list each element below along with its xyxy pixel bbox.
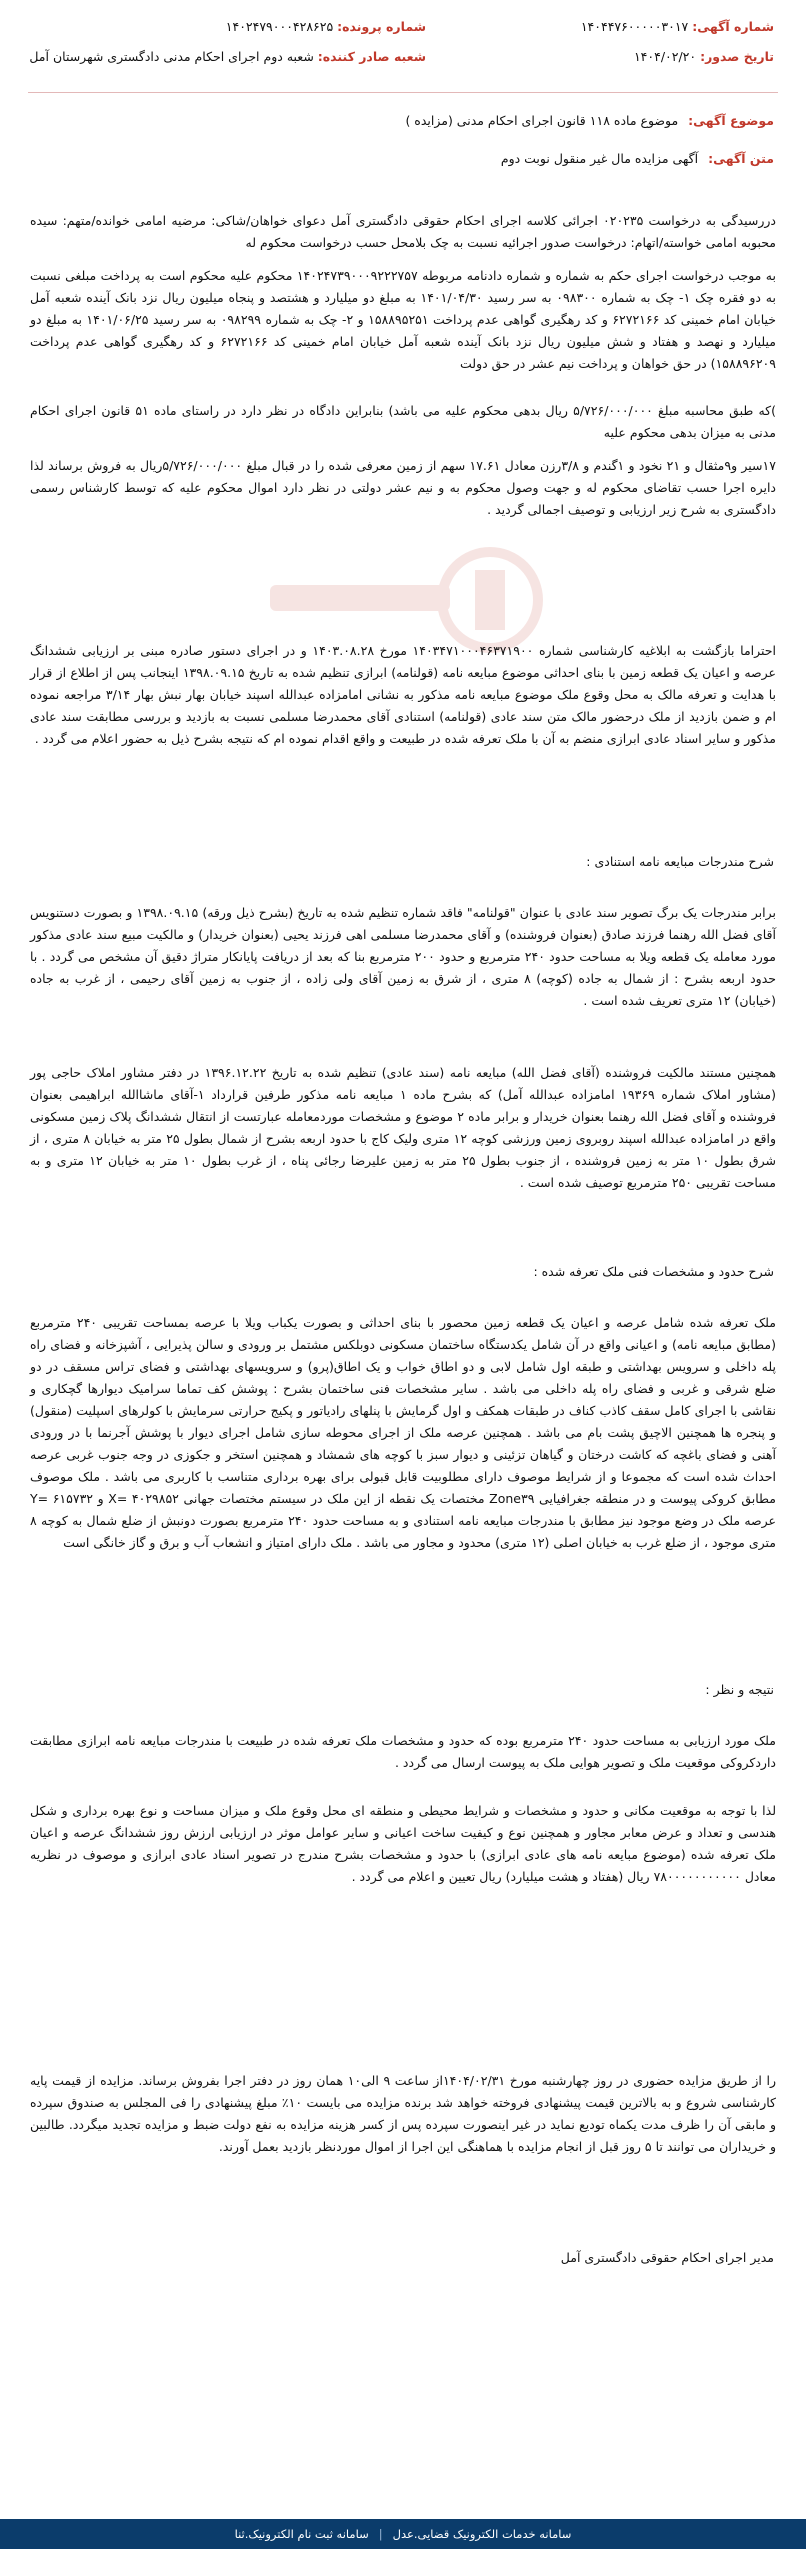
specs-paragraph: ملک تعرفه شده شامل عرصه و اعیان یک قطعه زمین محصور با بنای احداثی و بصورت یکباب ویلا با عرصه بمساحت تقریبی ۲۴۰ مترمربع (مطابق مبایعه نامه) و اعیانی واقع در آن شامل یکدستگاه ساختمان مسکونی دوبلکس مشتمل بر ورودی و سالن پذیرایی ، آشپزخانه و فضای راه پله داخلی و سرویس بهداشتی و طبقه اول شامل لابی و دو اطاق خواب و یک اطاق(پرو) و سرویسهای بهداشتی و فضای تراس مسقف در دو ضلع شرقی و غربی و فضای راه پله داخلی می باشد . سایر مشخصات فنی ساختمان بشرح : پوشش کف تماما سرامیک دیوارها گچکاری و نقاشی با اجرای کامل سقف کاذب کناف در طبقات همکف و اول گرمایش با پنلهای رادیاتور و پکیج حرارتی سرمایش با کولرهای اسپلیت (منقول) و پنجره ها همچنین الاچیق پشت بام می باشد . همچنین عرصه ملک از اجرای محوطه سازی شامل اجرای دیوار با پوشش آجرنما با در ورودی آهنی و فضای باغچه که کاشت درختان و گیاهان تزئینی و دیوار سبز با کوچه های شمشاد و همچنین استخر و جکوزی در وجه جنوب غربی عرصه احداث شده است که مجموعا و از شرایط موصوف دارای مطلوبیت قابل قبولی برای بهره برداری متناسب با کاربری می باشد . ملک موصوف مطابق کروکی پیوست و در منطقه جغرافیایی Zone۳۹ مختصات یک نقطه از این ملک در سیستم مختصات جهانی X= ۴۰۲۹۸۵۲ و Y= ۶۱۵۷۳۲ عرصه ملک در وضع موجود نیز مطابق با مندرجات مبایعه نامه استنادی و به مساحت حدود ۲۴۰ مترمربع بصورت دونبش از ضلع شمال به کوچه ۸ متری موجود ، از ضلع غرب به خیابان اصلی (۱۲ متری) محدود و مجاور می باشد . ملک دارای امتیاز و انشعاب آب و برق و گاز خانگی است — [30, 1315, 776, 1550]
result-paragraph: ملک مورد ارزیابی به مساحت حدود ۲۴۰ مترمربع بوده که حدود و مشخصات ملک تعرفه شده در طبیعت با مندرجات مبایعه نامه ابرازی مطابقت داردکروکی موقعیت ملک و تصویر هوایی ملک به پیوست ارسال می گردد . — [30, 1733, 777, 1770]
footer-link-sana[interactable]: سامانه ثبت نام الکترونیک.ثنا — [234, 2527, 369, 2541]
issuer: شعبه صادر کننده: شعبه دوم اجرای احکام مدنی دادگستری شهرستان آمل — [29, 49, 426, 64]
header-divider — [28, 92, 778, 93]
auction-terms-paragraph: را از طریق مزایده حضوری در روز چهارشنبه مورخ ۱۴۰۴/۰۲/۳۱از ساعت ۹ الی۱۰ همان روز در دفتر اجرا بفروش برساند. مزایده از قیمت پایه کارشناسی شروع و به بالاترین قیمت پیشنهادی فروخته خواهد شد برنده مزایده می بایست ۱۰٪ مبلغ پیشنهادی را فی المجلس به صندوق سپرده و مابقی آن را ظرف مدت یکماه تودیع نماید در غیر اینصورت سپرده پس از کسر هزینه مزایده به نفع دولت ضبط و مزایده تجدید میگردد. طالبین و خریداران می توانند تا ۵ روز قبل از انجام مزایده با هماهنگی این اجرا از اموال موردنظر بازدید بعمل آورند. — [30, 2073, 777, 2154]
share-paragraph: ۱۷سیر و۹مثقال و ۲۱ نخود و ۱گندم و ۳/۸رزن معادل ۱۷.۶۱ سهم از زمین معرفی شده را در قبال مبلغ ۵/۷۲۶/۰۰۰/۰۰۰ریال به فروش برساند لذا دایره اجرا حسب تقاضای محکوم له و جهت وصول محکوم به و نیم عشر دولتی در نظر دارد اموال محکوم علیه که توسط کارشناس رسمی دادگستری به شرح زیر ارزیابی و توصیف اجمالی گردید . — [30, 458, 776, 517]
issue-date: تاریخ صدور: ۱۴۰۴/۰۲/۲۰ — [633, 49, 774, 64]
section-title-specs: شرح حدود و مشخصات فنی ملک تعرفه شده : — [533, 1264, 774, 1279]
ad-number: شماره آگهی: ۱۴۰۴۴۷۶۰۰۰۰۰۳۰۱۷ — [580, 19, 774, 34]
valuation-paragraph: لذا با توجه به موقعیت مکانی و حدود و مشخصات و شرایط محیطی و منطقه ای محل وقوع ملک و میزان مساحت و نوع بهره برداری و شکل هندسی و تعداد و عرض معابر مجاور و همچنین نوع و کیفیت ساخت اعیانی و سایر عوامل موثر در ارزیابی ارزش روز ششدانگ عرصه و اعیان ملک تعرفه شده (موضوع مبایعه نامه های عادی ابرازی) با حدود و مشخصات بشرح مندرج در تصویر اسناد عادی ابرازی و موصوف در نظریه معادل ۷۸۰۰۰۰۰۰۰۰۰۰۰ ریال (هفتاد و هشت میلیارد) ریال تعیین و اعلام می گردد . — [30, 1803, 776, 1884]
section-title-contract: شرح مندرجات مبایعه نامه استنادی : — [586, 854, 774, 869]
signature: مدیر اجرای احکام حقوقی دادگستری آمل — [560, 2250, 774, 2265]
judgment-paragraph: به موجب درخواست اجرای حکم به شماره و شماره دادنامه مربوطه ۱۴۰۲۴۷۳۹۰۰۰۹۲۲۲۷۵۷ محکوم علیه محکوم است به پرداخت مبلغی نسبت به دو فقره چک ۱- چک به شماره ۰۹۸۳۰۰ به سر رسید ۱۴۰۱/۰۴/۳۰ به مبلغ دو میلیارد و هشتصد و پنجاه میلیون ریال نزد بانک آینده شعبه آمل خیابان امام خمینی کد ۶۲۷۲۱۶۶ و کد رهگیری گواهی عدم پرداخت ۱۵۸۸۹۵۲۵۱ و ۲- چک به شماره ۰۹۸۲۹۹ به سر رسید ۱۴۰۱/۰۶/۲۵ به مبلغ دو میلیارد و نهصد و هفتاد و شش میلیون ریال نزد بانک آینده شعبه آمل خیابان امام خمینی کد ۶۲۷۲۱۶۶ و کد رهگیری گواهی عدم پرداخت ۱۵۸۸۹۶۲۰۹) در حق خواهان و پرداخت نیم عشر در حق دولت — [30, 268, 777, 371]
debt-paragraph: )که طبق محاسبه مبلغ ۵/۷۲۶/۰۰۰/۰۰۰ ریال بدهی محکوم علیه می باشد) بنابراین دادگاه در نظر دارد در راستای ماده ۵۱ قانون اجرای احکام مدنی به میزان بدهی محکوم علیه — [30, 403, 776, 440]
footer-link-adl[interactable]: سامانه خدمات الکترونیک قضایی.عدل — [392, 2527, 572, 2541]
notice-subject: موضوع آگهی: موضوع ماده ۱۱۸ قانون اجرای احکام مدنی (مزایده ) — [405, 113, 774, 128]
expert-intro-paragraph: احتراما بازگشت به ابلاغیه کارشناسی شماره ۱۴۰۳۴۷۱۰۰۰۴۶۳۷۱۹۰۰ مورخ ۱۴۰۳.۰۸.۲۸ و در اجرای دستور صادره مبنی بر ارزیابی ششدانگ عرصه و اعیان یک قطعه زمین با بنای احداثی موضوع مبایعه نامه (قولنامه) ابرازی تنظیم شده به تاریخ ۱۳۹۸.۰۹.۱۵ اینجانب پس از اطلاع از قرار با هدایت و تعرفه مالک به محل وقوع ملک موضوع مبایعه نامه مذکور به نشانی امامزاده عبدالله اسپند خیابان بهار نبش بهار ۳/۱۴ مراجعه نموده ام و ضمن بازدید از ملک درحضور مالک متن سند عادی (قولنامه) استنادی آقای محمدرضا مسلمی نسبت به بازدید و بررسی مطابقت سند عادی مذکور و سایر اسناد عادی ابرازی منضم به آن با ملک تعرفه شده در طبیعت و واقع اقدام نموده ام که نتیجه بشرح ذیل به حضور اعلام می گردد . — [30, 643, 776, 746]
footer-separator: | — [378, 2527, 383, 2541]
footer-bar — [0, 2519, 806, 2549]
intro-paragraph: دررسیدگی به درخواست ۰۲۰۲۳۵ اجرائی کلاسه اجرای احکام حقوقی دادگستری آمل دعوای خواهان/شاکی: مرضیه امامی خوانده/متهم: سیده محبوبه امامی خواسته/اتهام: درخواست صدور اجرائیه نسبت به چک بلامحل حسب درخواست محکوم له — [30, 213, 776, 250]
section-title-result: نتیجه و نظر : — [705, 1682, 774, 1697]
ownership-paragraph: همچنین مستند مالکیت فروشنده (آقای فضل الله) مبایعه نامه (سند عادی) تنظیم شده به تاریخ ۱۳۹۶.۱۲.۲۲ در دفتر مشاور املاک حاجی پور (مشاور املاک شماره ۱۹۳۶۹ امامزاده عبدالله آمل) که بشرح ماده ۱ مبایعه نامه مذکور طرفین قرارداد ۱-آقای ماشاالله ابراهیمی بعنوان فروشنده و آقای فضل الله رهنما بعنوان خریدار و برابر ماده ۲ موضوع و مشخصات موردمعامله عبارتست از انتقال ششدانگ پلاک زمین مسکونی واقع در امامزاده عبدالله اسپند روبروی زمین ورزشی کوچه ۱۲ متری ولیک کاج با حدود اربعه بشرح از شمال بطول ۲۵ متر به خیابان ۸ متری ، از شرق بطول ۱۰ متر به زمین فروشنده ، از جنوب بطول ۲۵ متر به زمین علیرضا رجائی پناه ، از غرب بطول ۱۰ متر به خیابان ۱۲ متری و به مساحت تقریبی ۲۵۰ مترمربع توصیف شده است . — [30, 1065, 777, 1190]
case-number: شماره پرونده: ۱۴۰۲۴۷۹۰۰۰۴۲۸۶۲۵ — [225, 19, 426, 34]
contract-paragraph: برابر مندرجات یک برگ تصویر سند عادی با عنوان "قولنامه" فاقد شماره تنظیم شده به تاریخ (بشرح ذیل ورقه) ۱۳۹۸.۰۹.۱۵ و بصورت دستنویس آقای فضل الله رهنما فرزند صادق (بعنوان فروشنده) و آقای محمدرضا مسلمی اهی فرزند یحیی (بعنوان خریدار) و مالکیت مبیع سند عادی مذکور مورد معامله یک قطعه ویلا به مساحت حدود ۲۴۰ مترمربع و حدود ۲۰۰ مترمربع بنا که بعد از دریافت پایانکار متراژ دقیق آن مشخص می گردد . با حدود اربعه بشرح : از شمال به جاده (کوچه) ۸ متری ، از شرق به زمین آقای ولی زاده ، از جنوب به زمین آقای رحیمی ، از غرب به جاده (خیابان) ۱۲ متری تعریف شده است . — [30, 905, 777, 1008]
notice-text-title: متن آگهی: آگهی مزایده مال غیر منقول نوبت دوم — [500, 151, 774, 166]
